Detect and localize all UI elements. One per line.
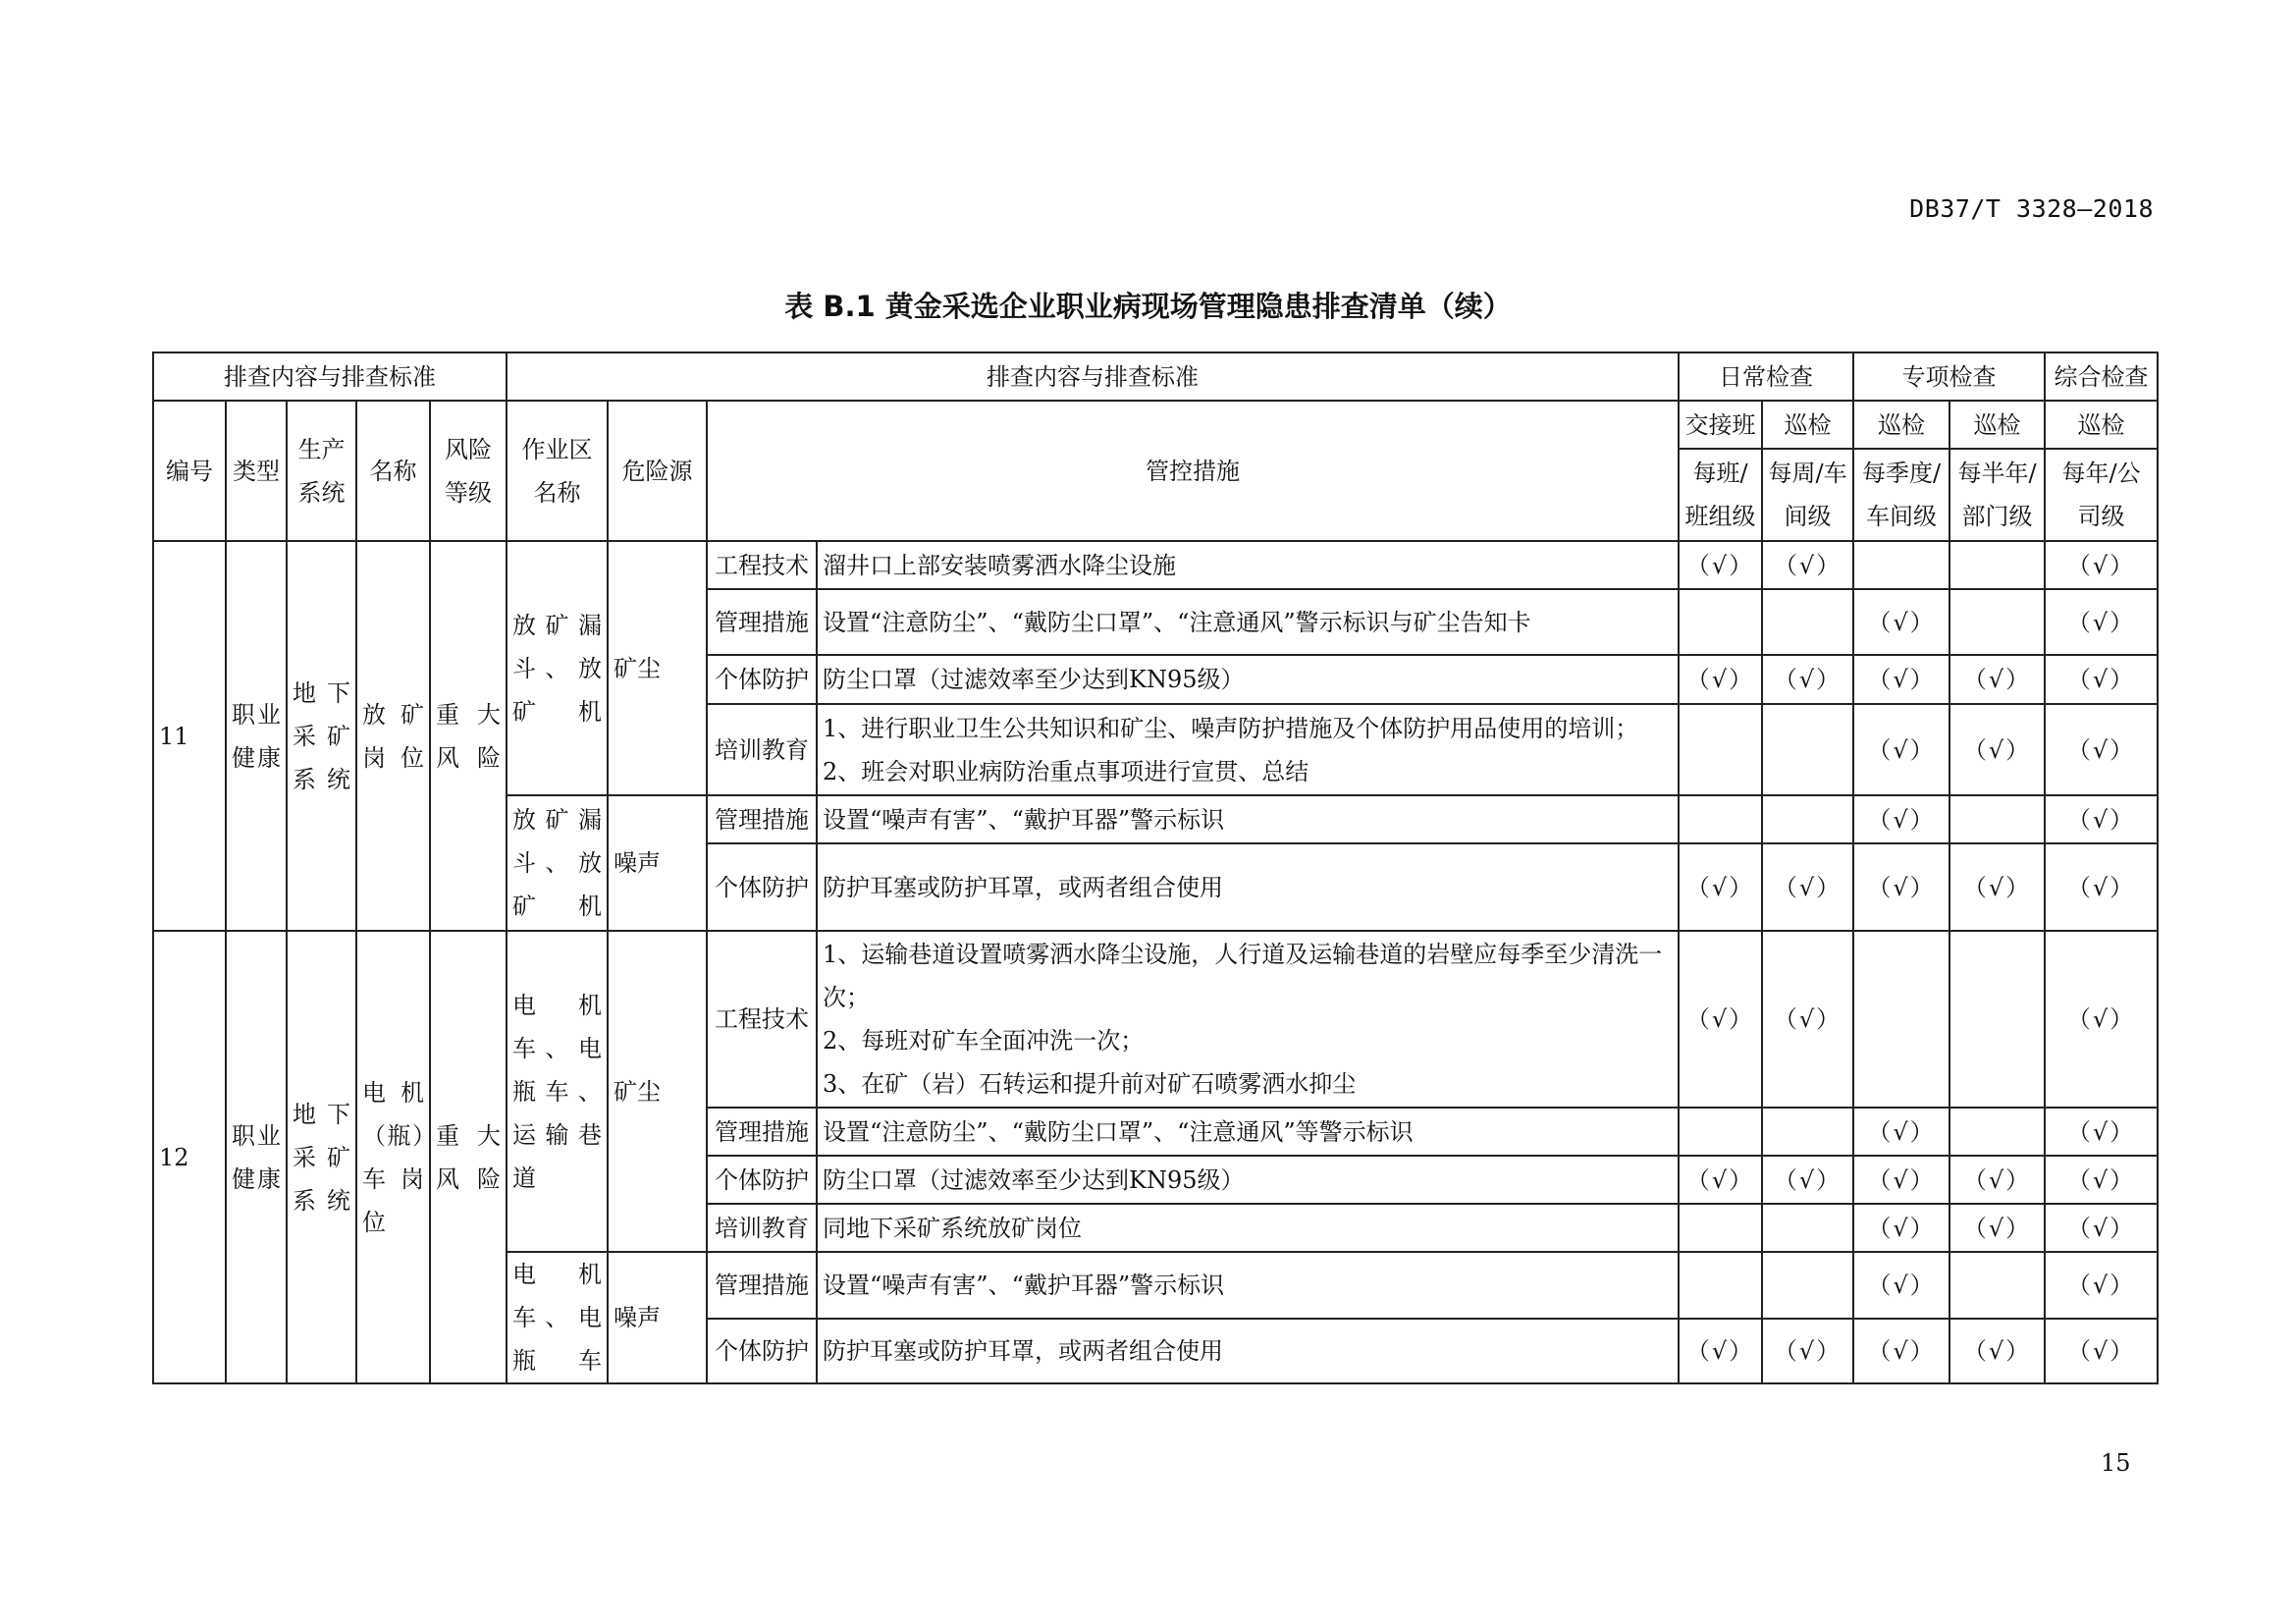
check-mark: （√）	[1949, 1319, 2045, 1384]
measure-text: 防护耳塞或防护耳罩，或两者组合使用	[817, 1319, 1679, 1384]
check-mark: （√）	[2045, 795, 2158, 843]
check-mark: （√）	[1762, 843, 1853, 931]
check-mark: （√）	[1853, 1204, 1949, 1252]
measure-text: 设置“注意防尘”、“戴防尘口罩”、“注意通风”警示标识与矿尘告知卡	[817, 589, 1679, 655]
standard-code: DB37/T 3328—2018	[1909, 194, 2154, 223]
check-mark: （√）	[1853, 1252, 1949, 1319]
check-mark: （√）	[1949, 843, 2045, 931]
check-mark: （√）	[1762, 655, 1853, 704]
check-mark: （√）	[1679, 541, 1762, 589]
table-row	[153, 541, 2158, 589]
group-header-comprehensive: 综合检查	[2045, 352, 2158, 401]
group-header-special: 专项检查	[1853, 352, 2045, 401]
table-row	[153, 931, 2158, 1108]
header-row-check-types	[153, 401, 2158, 449]
measure-category: 管理措施	[707, 795, 817, 843]
measure-text	[817, 704, 1679, 795]
check-frequency-3: 每季度/车间级	[1853, 449, 1949, 541]
measure-text: 防尘口罩（过滤效率至少达到KN95级）	[817, 1156, 1679, 1204]
check-mark: （√）	[1949, 704, 2045, 795]
work-area: 放矿漏斗、放矿机	[507, 541, 608, 795]
measure-category: 个体防护	[707, 1319, 817, 1384]
check-mark: （√）	[1853, 655, 1949, 704]
measure-line: 1、进行职业卫生公共知识和矿尘、噪声防护措施及个体防护用品使用的培训；	[823, 714, 1639, 742]
measure-category: 个体防护	[707, 843, 817, 931]
check-mark: （√）	[1949, 655, 2045, 704]
check-type-5: 巡检	[2045, 401, 2158, 449]
hazard-source: 矿尘	[608, 931, 707, 1252]
check-mark: （√）	[2045, 589, 2158, 655]
group-header-left: 排查内容与排查标准	[153, 352, 507, 401]
measure-line: 2、每班对矿车全面冲洗一次；	[823, 1027, 1145, 1055]
row-id: 12	[153, 931, 226, 1383]
check-mark: （√）	[1949, 1156, 2045, 1204]
check-type-3: 巡检	[1853, 401, 1949, 449]
row-system: 地下采矿系统	[287, 931, 356, 1383]
measure-line: 2、班会对职业病防治重点事项进行宣贯、总结	[823, 757, 1309, 785]
check-frequency-5: 每年/公司级	[2045, 449, 2158, 541]
group-header-daily: 日常检查	[1679, 352, 1853, 401]
hazard-check-table	[152, 352, 2159, 1384]
header-row-groups	[153, 352, 2158, 401]
measure-category: 培训教育	[707, 704, 817, 795]
page-number: 15	[2101, 1449, 2131, 1477]
row-type: 职业健康	[226, 931, 287, 1383]
measure-text: 设置“注意防尘”、“戴防尘口罩”、“注意通风”等警示标识	[817, 1108, 1679, 1156]
check-mark: （√）	[1853, 1319, 1949, 1384]
check-mark: （√）	[1949, 1204, 2045, 1252]
group-header-right: 排查内容与排查标准	[507, 352, 1679, 401]
measure-text: 溜井口上部安装喷雾洒水降尘设施	[817, 541, 1679, 589]
check-mark: （√）	[2045, 931, 2158, 1108]
check-mark: （√）	[2045, 704, 2158, 795]
measure-text: 防护耳塞或防护耳罩，或两者组合使用	[817, 843, 1679, 931]
check-mark: （√）	[2045, 1156, 2158, 1204]
check-mark: （√）	[2045, 541, 2158, 589]
check-mark: （√）	[1679, 1156, 1762, 1204]
check-mark: （√）	[1853, 1156, 1949, 1204]
check-frequency-4: 每半年/部门级	[1949, 449, 2045, 541]
check-mark: （√）	[1679, 1319, 1762, 1384]
measure-category: 管理措施	[707, 589, 817, 655]
check-mark: （√）	[1679, 931, 1762, 1108]
work-area: 放矿漏斗、放矿机	[507, 795, 608, 931]
col-header-measures: 管控措施	[707, 401, 1679, 541]
row-risk: 重大风险	[430, 541, 507, 931]
check-mark: （√）	[1679, 843, 1762, 931]
check-frequency-1: 每班/班组级	[1679, 449, 1762, 541]
measure-text: 设置“噪声有害”、“戴护耳器”警示标识	[817, 1252, 1679, 1319]
check-frequency-2: 每周/车间级	[1762, 449, 1853, 541]
row-name: 放矿岗位	[356, 541, 430, 931]
check-type-4: 巡检	[1949, 401, 2045, 449]
check-mark: （√）	[1853, 704, 1949, 795]
work-area: 电机车、电瓶车、运输巷道	[507, 931, 608, 1252]
check-mark: （√）	[1853, 1108, 1949, 1156]
row-type: 职业健康	[226, 541, 287, 931]
row-system: 地下采矿系统	[287, 541, 356, 931]
hazard-source: 噪声	[608, 795, 707, 931]
check-mark: （√）	[1679, 655, 1762, 704]
check-mark: （√）	[2045, 1204, 2158, 1252]
measure-line: 3、在矿（岩）石转运和提升前对矿石喷雾洒水抑尘	[823, 1070, 1357, 1098]
row-name: 电机（瓶）车岗位	[356, 931, 430, 1383]
measure-line: 1、运输巷道设置喷雾洒水降尘设施，人行道及运输巷道的岩壁应每季至少清洗一次；	[823, 941, 1663, 1011]
col-header-risk: 风险等级	[430, 401, 507, 541]
measure-text	[817, 931, 1679, 1108]
check-mark: （√）	[1853, 589, 1949, 655]
measure-text: 同地下采矿系统放矿岗位	[817, 1204, 1679, 1252]
check-mark: （√）	[1762, 931, 1853, 1108]
check-mark: （√）	[1762, 541, 1853, 589]
col-header-system: 生产系统	[287, 401, 356, 541]
check-mark: （√）	[1853, 843, 1949, 931]
check-mark: （√）	[2045, 1319, 2158, 1384]
hazard-source: 噪声	[608, 1252, 707, 1383]
table-title: 表 B.1 黄金采选企业职业病现场管理隐患排查清单（续）	[784, 290, 1512, 323]
measure-text: 设置“噪声有害”、“戴护耳器”警示标识	[817, 795, 1679, 843]
check-mark: （√）	[2045, 843, 2158, 931]
row-id: 11	[153, 541, 226, 931]
col-header-id: 编号	[153, 401, 226, 541]
measure-category: 管理措施	[707, 1252, 817, 1319]
check-mark: （√）	[1762, 1156, 1853, 1204]
work-area: 电机车、电瓶车	[507, 1252, 608, 1383]
measure-category: 个体防护	[707, 655, 817, 704]
measure-category: 个体防护	[707, 1156, 817, 1204]
col-header-name: 名称	[356, 401, 430, 541]
check-mark: （√）	[1762, 1319, 1853, 1384]
check-mark: （√）	[2045, 1108, 2158, 1156]
col-header-hazard: 危险源	[608, 401, 707, 541]
check-type-1: 交接班	[1679, 401, 1762, 449]
col-header-type: 类型	[226, 401, 287, 541]
check-mark: （√）	[2045, 655, 2158, 704]
check-mark: （√）	[2045, 1252, 2158, 1319]
measure-category: 工程技术	[707, 931, 817, 1108]
measure-category: 培训教育	[707, 1204, 817, 1252]
measure-text: 防尘口罩（过滤效率至少达到KN95级）	[817, 655, 1679, 704]
col-header-area: 作业区名称	[507, 401, 608, 541]
hazard-source: 矿尘	[608, 541, 707, 795]
check-mark: （√）	[1853, 795, 1949, 843]
check-type-2: 巡检	[1762, 401, 1853, 449]
measure-category: 工程技术	[707, 541, 817, 589]
row-risk: 重大风险	[430, 931, 507, 1383]
measure-category: 管理措施	[707, 1108, 817, 1156]
